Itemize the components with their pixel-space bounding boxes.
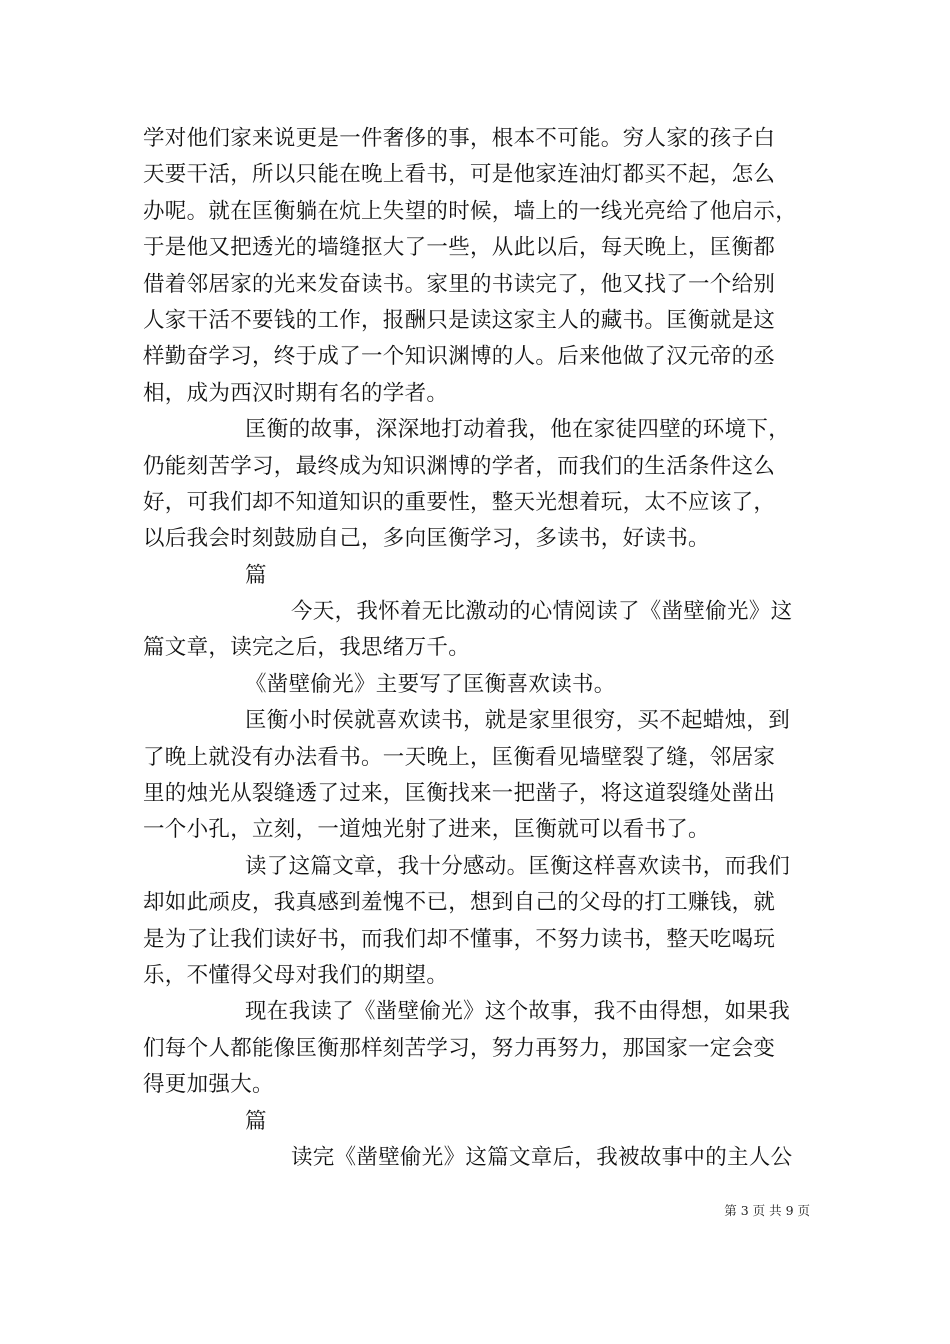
text-line: 天要干活，所以只能在晚上看书，可是他家连油灯都买不起，怎么 [143, 162, 776, 188]
text-line: 了晚上就没有办法看书。一天晚上，匡衡看见墙壁裂了缝，邻居家 [143, 744, 776, 770]
text-line: 篇文章，读完之后，我思绪万千。 [143, 635, 471, 661]
text-line: 样勤奋学习，终于成了一个知识渊博的人。后来他做了汉元帝的丞 [143, 344, 776, 370]
text-line: 乐，不懂得父母对我们的期望。 [143, 962, 449, 988]
text-line: 今天，我怀着无比激动的心情阅读了《凿壁偷光》这 [291, 599, 793, 625]
text-line: 以后我会时刻鼓励自己，多向匡衡学习，多读书，好读书。 [143, 526, 710, 552]
text-line: 现在我读了《凿壁偷光》这个故事，我不由得想，如果我 [245, 999, 791, 1025]
text-line: 是为了让我们读好书，而我们却不懂事，不努力读书，整天吃喝玩 [143, 926, 776, 952]
text-line: 于是他又把透光的墙缝抠大了一些，从此以后，每天晚上，匡衡都 [143, 235, 776, 261]
text-line: 一个小孔，立刻，一道烛光射了进来，匡衡就可以看书了。 [143, 817, 710, 843]
text-line: 《凿壁偷光》主要写了匡衡喜欢读书。 [245, 671, 616, 697]
text-line: 却如此顽皮，我真感到羞愧不已，想到自己的父母的打工赚钱，就 [143, 890, 776, 916]
body-text [143, 121, 813, 1176]
text-line: 篇 [245, 1108, 267, 1134]
text-line: 好，可我们却不知道知识的重要性，整天光想着玩，太不应该了， [143, 489, 776, 515]
text-line: 里的烛光从裂缝透了过来，匡衡找来一把凿子，将这道裂缝处凿出 [143, 781, 776, 807]
text-line: 学对他们家来说更是一件奢侈的事，根本不可能。穷人家的孩子白 [143, 126, 776, 151]
text-line: 得更加强大。 [143, 1072, 274, 1098]
text-line: 仍能刻苦学习，最终成为知识渊博的学者，而我们的生活条件这么 [143, 453, 776, 479]
text-line: 人家干活不要钱的工作，报酬只是读这家主人的藏书。匡衡就是这 [143, 307, 776, 333]
text-line: 匡衡小时侯就喜欢读书，就是家里很穷，买不起蜡烛，到 [245, 708, 791, 734]
page-number: 第 3 页 共 9 页 [724, 1203, 810, 1218]
text-line: 读了这篇文章，我十分感动。匡衡这样喜欢读书，而我们 [245, 853, 791, 879]
text-line: 办呢。就在匡衡躺在炕上失望的时候，墙上的一线光亮给了他启示， [143, 198, 798, 224]
text-line: 篇 [245, 562, 267, 588]
text-line: 们每个人都能像匡衡那样刻苦学习，努力再努力，那国家一定会变 [143, 1035, 776, 1061]
text-line: 借着邻居家的光来发奋读书。家里的书读完了，他又找了一个给别 [143, 271, 776, 297]
text-line: 相，成为西汉时期有名的学者。 [143, 380, 449, 406]
text-line: 匡衡的故事，深深地打动着我，他在家徒四壁的环境下， [245, 417, 791, 443]
text-line: 读完《凿壁偷光》这篇文章后，我被故事中的主人公 [291, 1144, 793, 1170]
